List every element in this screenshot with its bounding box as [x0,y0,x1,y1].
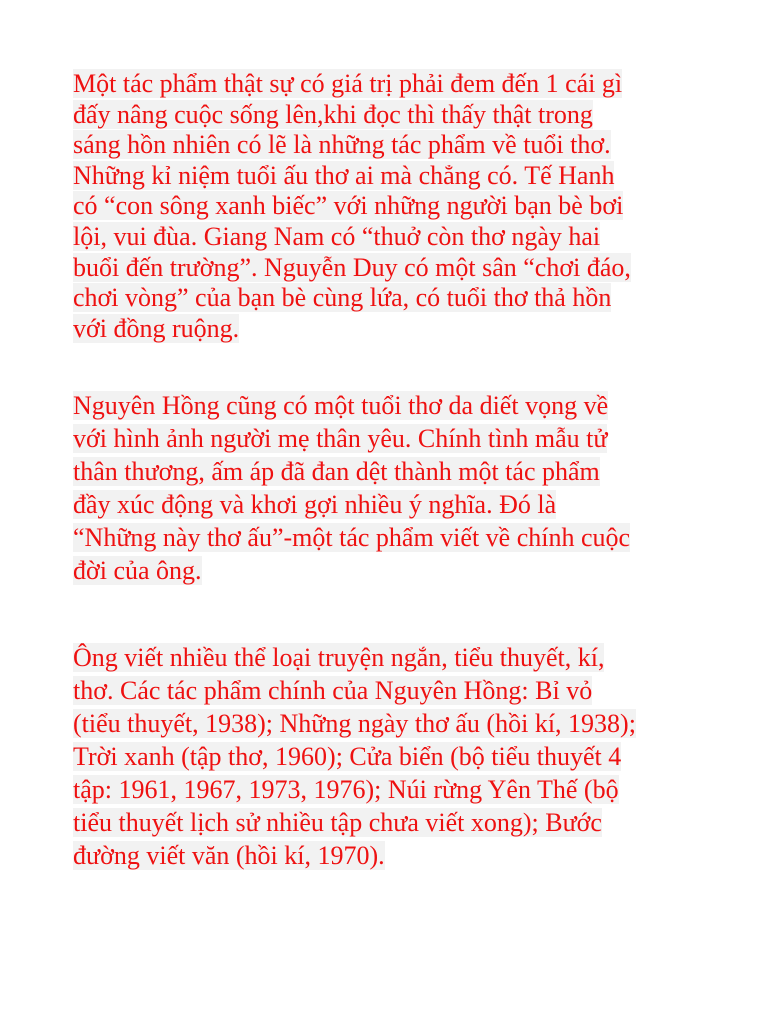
text-line: “Những này thơ ấu”-một tác phẩm viết về chính cuộc [73,523,631,552]
text-line: với hình ảnh người mẹ thân yêu. Chính tình mẫu tử [73,424,608,453]
text-line: đường viết văn (hồi kí, 1970). [73,841,385,870]
text-line: chơi vòng” của bạn bè cùng lứa, có tuổi thơ thả hồn [73,283,612,313]
text-line: đời của ông. [73,556,202,585]
text-line: Trời xanh (tập thơ, 1960); Cửa biển (bộ tiểu thuyết 4 [73,742,622,771]
text-line: thơ. Các tác phẩm chính của Nguyên Hồng: Bỉ vỏ [73,676,593,705]
text-line: với đồng ruộng. [73,313,240,343]
text-line: tiểu thuyết lịch sử nhiều tập chưa viết xong); Bước [73,808,602,837]
text-line: (tiểu thuyết, 1938); Những ngày thơ ấu (hồi kí, 1938); [73,709,636,738]
text-line: Những kỉ niệm tuổi ấu thơ ai mà chẳng có. Tế Hanh [73,160,615,190]
text-line: buổi đến trường”. Nguyễn Duy có một sân “chơi đáo, [73,252,631,282]
text-line: thân thương, ấm áp đã đan dệt thành một tác phẩm [73,457,600,486]
text-line: tập: 1961, 1967, 1973, 1976); Núi rừng Yên Thế (bộ [73,775,619,804]
text-line: có “con sông xanh biếc” với những người bạn bè bơi [73,191,624,221]
paragraph-intro [73,69,631,344]
text-line: đấy nâng cuộc sống lên,khi đọc thì thấy thật trong [73,99,593,129]
paragraph-works-list [73,641,636,872]
text-line: đầy xúc động và khơi gợi nhiều ý nghĩa. Đó là [73,490,557,519]
text-line: Một tác phẩm thật sự có giá trị phải đem đến 1 cái gì [73,69,623,98]
text-line: Nguyên Hồng cũng có một tuổi thơ da diết vọng về [73,391,609,420]
text-line: Ông viết nhiều thể loại truyện ngắn, tiểu thuyết, kí, [73,643,605,672]
text-line: lội, vui đùa. Giang Nam có “thuở còn thơ ngày hai [73,221,601,251]
paragraph-nguyen-hong-childhood [73,389,630,587]
text-line: sáng hồn nhiên có lẽ là những tác phẩm về tuổi thơ. [73,130,611,160]
